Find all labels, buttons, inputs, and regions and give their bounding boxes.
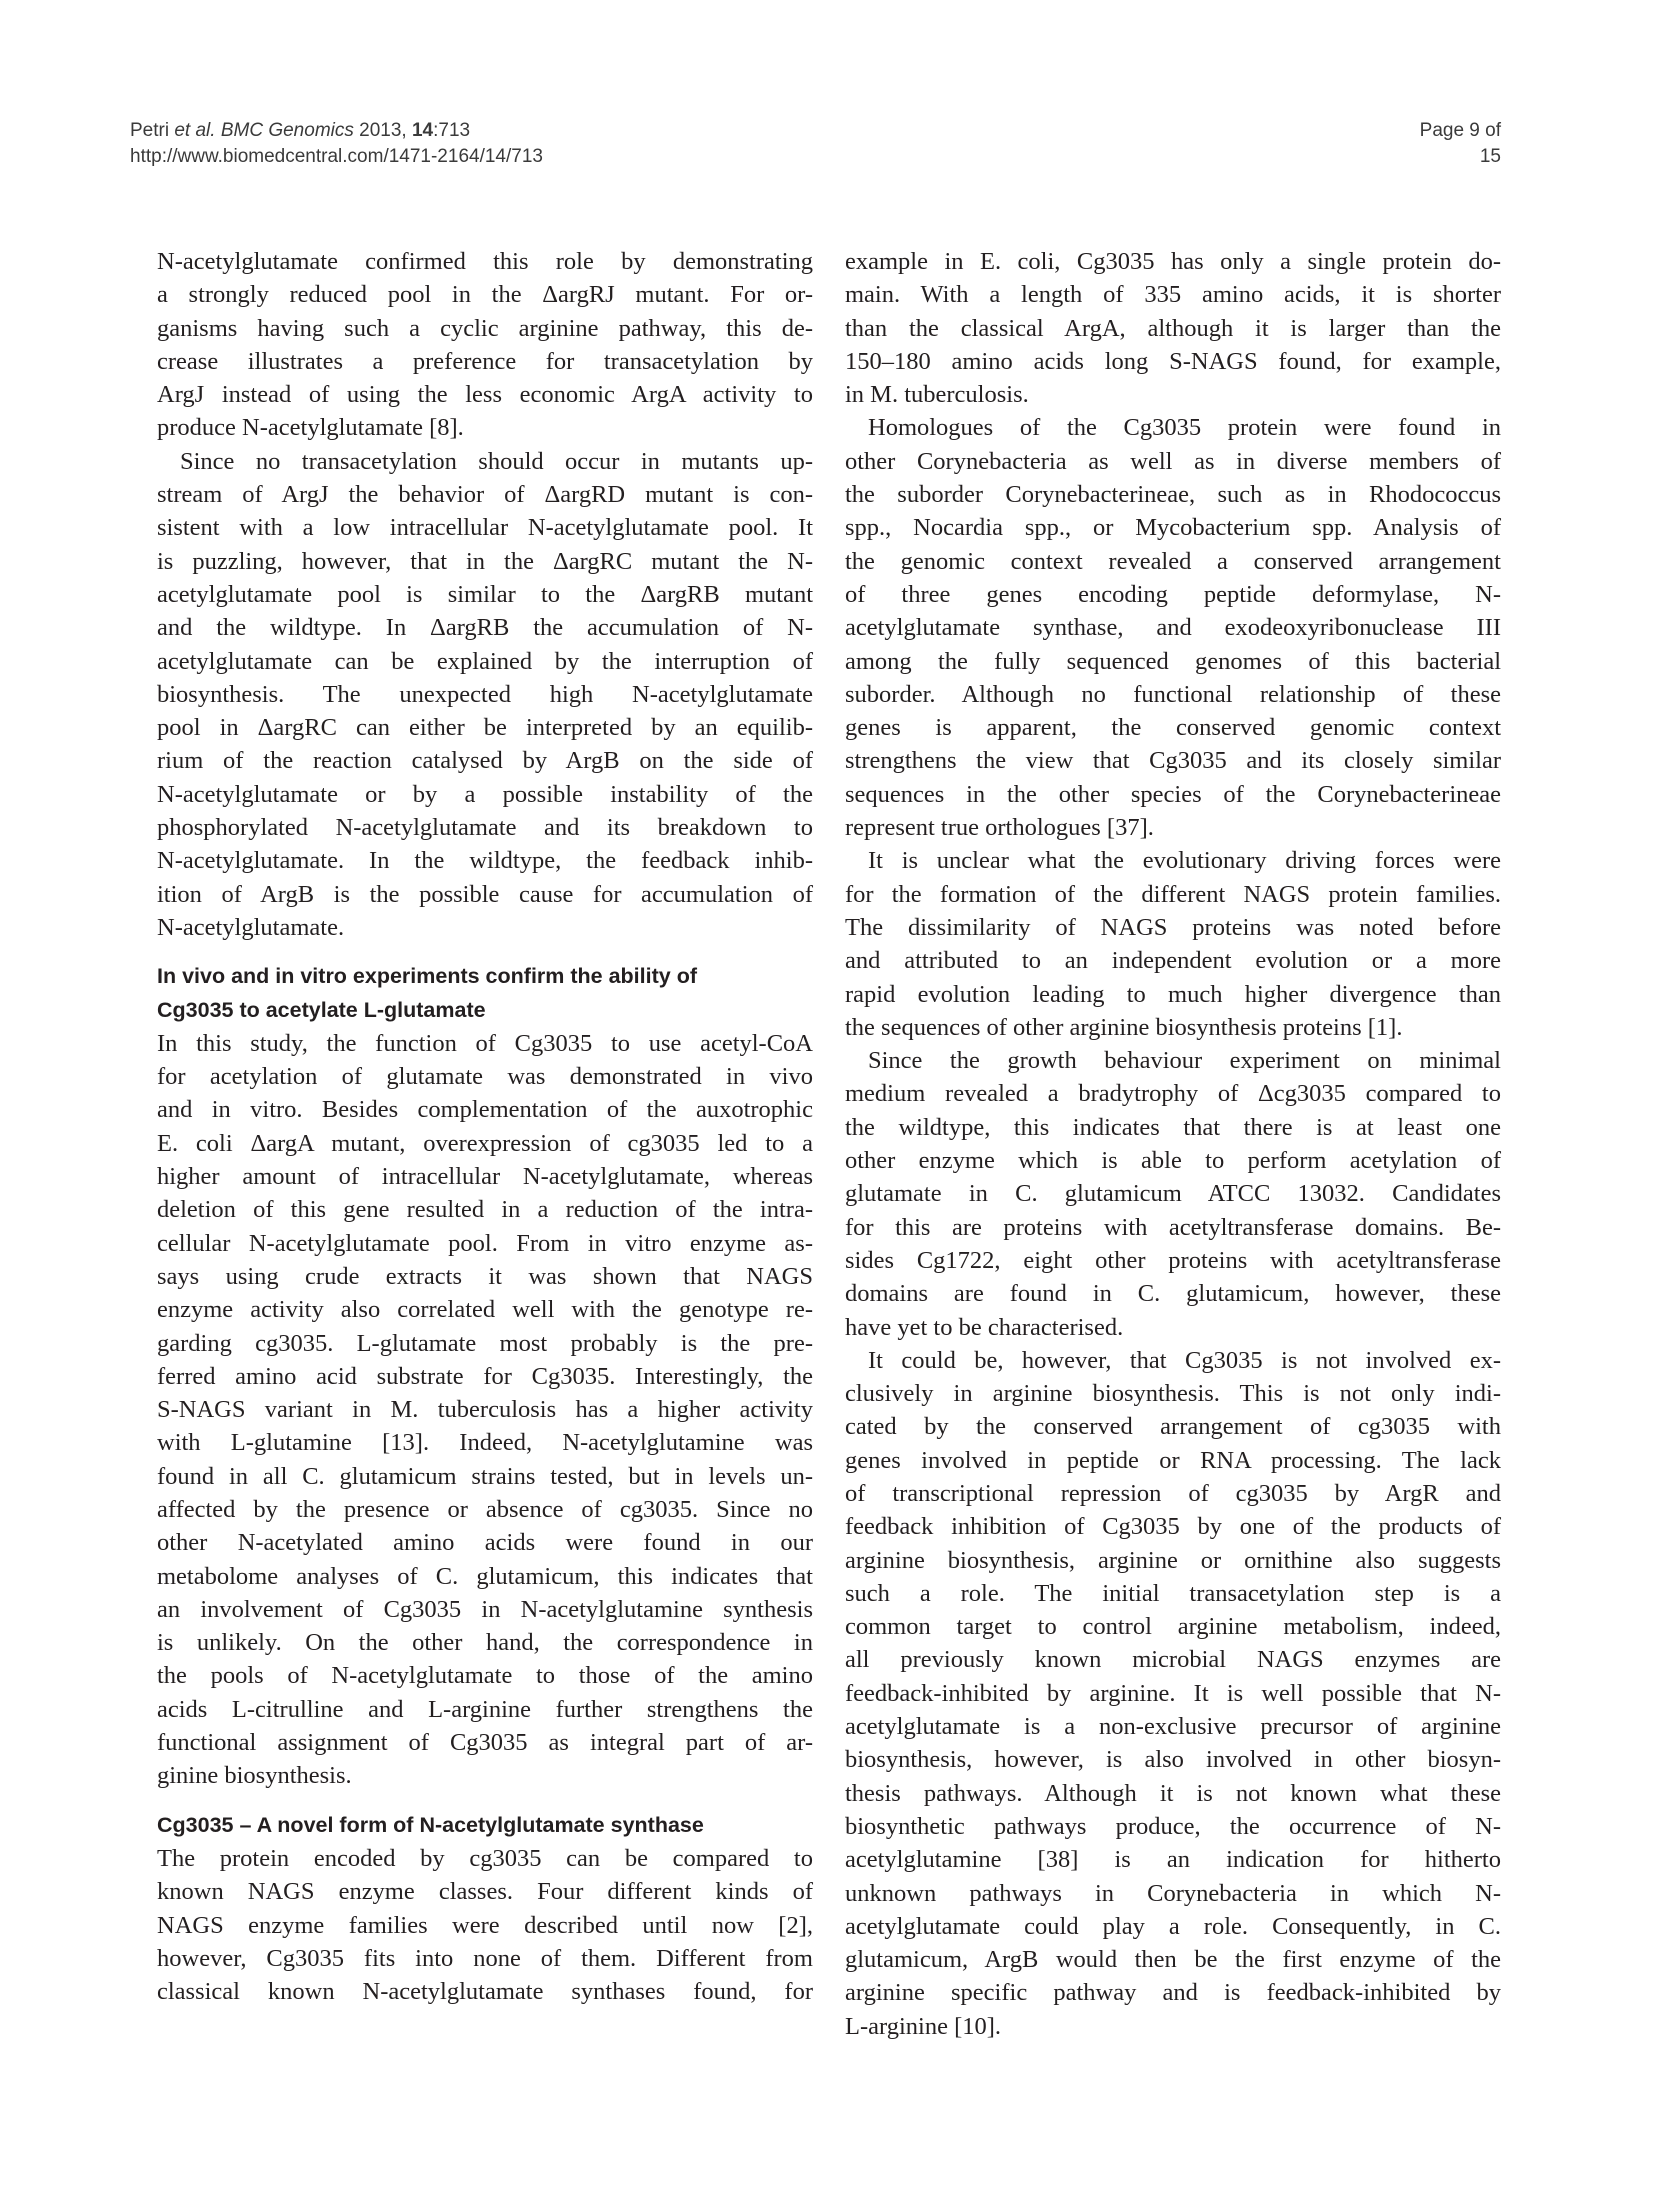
paragraph <box>845 1344 1501 2043</box>
text-line: strengthens the view that Cg3035 and its closely similar <box>845 747 1501 775</box>
text-line: acetylglutamate pool is similar to the ΔargRB mutant <box>157 580 813 608</box>
text-line: acetylglutamate synthase, and exodeoxyribonuclease III <box>845 614 1501 642</box>
text-line: stream of ArgJ the behavior of ΔargRD mutant is con- <box>157 481 813 509</box>
text-line: Since no transacetylation should occur in mutants up- <box>180 447 813 475</box>
paragraph <box>157 1842 813 2008</box>
text-line: of three genes encoding peptide deformylase, N- <box>845 580 1501 608</box>
text-line: example in E. coli, Cg3035 has only a single protein do- <box>845 248 1501 275</box>
text-line: biosynthesis, however, is also involved in other biosyn- <box>845 1746 1501 1774</box>
text-line: deletion of this gene resulted in a reduction of the intra- <box>157 1196 813 1224</box>
text-line: rapid evolution leading to much higher divergence than <box>845 980 1501 1008</box>
left-column <box>157 245 813 2008</box>
text-line: cellular N-acetylglutamate pool. From in vitro enzyme as- <box>157 1229 813 1257</box>
text-line: biosynthesis. The unexpected high N-acetylglutamate <box>157 680 813 708</box>
text-line: cated by the conserved arrangement of cg3035 with <box>845 1413 1501 1441</box>
text-line: thesis pathways. Although it is not known what these <box>845 1779 1501 1807</box>
text-line: common target to control arginine metabolism, indeed, <box>845 1613 1501 1641</box>
text-line: for this are proteins with acetyltransferase domains. Be- <box>845 1213 1501 1241</box>
text-line: arginine biosynthesis, arginine or ornithine also suggests <box>845 1546 1501 1574</box>
text-line: arginine specific pathway and is feedback-inhibited by <box>845 1979 1501 2007</box>
text-line: and the wildtype. In ΔargRB the accumulation of N- <box>157 614 813 642</box>
text-line: acetylglutamate could play a role. Consequently, in C. <box>845 1912 1501 1940</box>
text-line: functional assignment of Cg3035 as integral part of ar- <box>157 1729 813 1757</box>
text-line: 150–180 amino acids long S-NAGS found, for example, <box>845 347 1501 375</box>
text-line: classical known N-acetylglutamate synthases found, for <box>157 1978 813 2006</box>
text-line: the pools of N-acetylglutamate to those of the amino <box>157 1662 813 1690</box>
text-line: an involvement of Cg3035 in N-acetylglutamine synthesis <box>157 1595 813 1623</box>
text-line: feedback inhibition of Cg3035 by one of the products of <box>845 1513 1501 1541</box>
text-line: affected by the presence or absence of cg3035. Since no <box>157 1495 813 1523</box>
text-line: N-acetylglutamate confirmed this role by demonstrating <box>157 248 813 275</box>
text-line: pool in ΔargRC can either be interpreted by an equilib- <box>157 714 813 742</box>
text-line: acetylglutamate is a non-exclusive precursor of arginine <box>845 1713 1501 1741</box>
text-line: acetylglutamine [38] is an indication for hitherto <box>845 1846 1501 1874</box>
text-line: domains are found in C. glutamicum, however, these <box>845 1280 1501 1308</box>
text-line: have yet to be characterised. <box>845 1313 1124 1341</box>
text-line: with L-glutamine [13]. Indeed, N-acetylglutamine was <box>157 1429 813 1457</box>
right-column <box>845 245 1501 2043</box>
text-line: genes is apparent, the conserved genomic context <box>845 714 1501 742</box>
text-line: higher amount of intracellular N-acetylglutamate, whereas <box>157 1163 813 1191</box>
text-line: enzyme activity also correlated well with the genotype re- <box>157 1296 813 1324</box>
text-line: acids L-citrulline and L-arginine further strengthens the <box>157 1695 813 1723</box>
text-line: The dissimilarity of NAGS proteins was noted before <box>845 913 1501 941</box>
citation: Petri et al. BMC Genomics 2013, 14:713 <box>130 120 471 141</box>
paragraph <box>845 844 1501 1044</box>
paragraph <box>157 445 813 944</box>
text-line: glutamicum, ArgB would then be the first enzyme of the <box>845 1946 1501 1974</box>
text-line: N-acetylglutamate or by a possible instability of the <box>157 780 813 808</box>
text-line: among the fully sequenced genomes of this bacterial <box>845 647 1501 675</box>
text-line: In this study, the function of Cg3035 to use acetyl-CoA <box>157 1029 813 1057</box>
text-line: for acetylation of glutamate was demonstrated in vivo <box>157 1063 813 1091</box>
section-heading: Cg3035 – A novel form of N-acetylglutamate synthase <box>157 1812 704 1837</box>
text-line: ArgJ instead of using the less economic ArgA activity to <box>157 381 813 409</box>
text-line: spp., Nocardia spp., or Mycobacterium spp. Analysis of <box>845 514 1501 542</box>
text-line: main. With a length of 335 amino acids, it is shorter <box>845 281 1501 309</box>
article-url[interactable]: http://www.biomedcentral.com/1471-2164/14/713 <box>130 146 543 167</box>
text-line: unknown pathways in Corynebacteria in which N- <box>845 1879 1501 1907</box>
paragraph <box>845 245 1501 411</box>
paragraph <box>845 411 1501 844</box>
text-line: rium of the reaction catalysed by ArgB on the side of <box>157 747 813 775</box>
text-line: in M. tuberculosis. <box>845 381 1029 409</box>
text-line: genes involved in peptide or RNA processing. The lack <box>845 1446 1501 1474</box>
text-line: ferred amino acid substrate for Cg3035. Interestingly, the <box>157 1362 813 1390</box>
text-line: ganisms having such a cyclic arginine pathway, this de- <box>157 314 813 342</box>
text-line: sequences in the other species of the Corynebacterineae <box>845 780 1501 808</box>
text-line: acetylglutamate can be explained by the interruption of <box>157 647 813 675</box>
text-line: phosphorylated N-acetylglutamate and its breakdown to <box>157 814 813 842</box>
text-line: for the formation of the different NAGS protein families. <box>845 880 1501 908</box>
paragraph <box>845 1044 1501 1344</box>
text-line: the genomic context revealed a conserved arrangement <box>845 547 1501 575</box>
text-line: N-acetylglutamate. In the wildtype, the feedback inhib- <box>157 847 813 875</box>
text-line: known NAGS enzyme classes. Four different kinds of <box>157 1878 813 1906</box>
text-line: sides Cg1722, eight other proteins with acetyltransferase <box>845 1246 1501 1274</box>
text-line: found in all C. glutamicum strains tested, but in levels un- <box>157 1462 813 1490</box>
heading-line: In vivo and in vitro experiments confirm the ability of <box>157 964 697 989</box>
text-line: of transcriptional repression of cg3035 by ArgR and <box>845 1479 1501 1507</box>
text-line: says using crude extracts it was shown that NAGS <box>157 1262 813 1290</box>
text-line: crease illustrates a preference for transacetylation by <box>157 347 813 375</box>
text-line: Homologues of the Cg3035 protein were found in <box>868 414 1501 442</box>
text-line: The protein encoded by cg3035 can be compared to <box>157 1844 813 1872</box>
text-line: metabolome analyses of C. glutamicum, this indicates that <box>157 1562 813 1590</box>
paragraph <box>157 245 813 445</box>
text-line: suborder. Although no functional relationship of these <box>845 680 1501 708</box>
text-line: E. coli ΔargA mutant, overexpression of cg3035 led to a <box>157 1129 813 1157</box>
text-line: It could be, however, that Cg3035 is not involved ex- <box>868 1346 1501 1374</box>
text-line: feedback-inhibited by arginine. It is well possible that N- <box>845 1679 1501 1707</box>
text-line: It is unclear what the evolutionary driving forces were <box>868 847 1501 875</box>
text-line: a strongly reduced pool in the ΔargRJ mutant. For or- <box>157 281 813 309</box>
text-line: Since the growth behaviour experiment on minimal <box>868 1047 1501 1075</box>
text-line: all previously known microbial NAGS enzymes are <box>845 1646 1501 1674</box>
heading-line: Cg3035 to acetylate L-glutamate <box>157 997 486 1022</box>
text-line: medium revealed a bradytrophy of Δcg3035 compared to <box>845 1080 1501 1108</box>
text-line: garding cg3035. L-glutamate most probably is the pre- <box>157 1329 813 1357</box>
text-line: is puzzling, however, that in the ΔargRC mutant the N- <box>157 547 813 575</box>
text-line: the suborder Corynebacterineae, such as in Rhodococcus <box>845 481 1501 509</box>
running-header <box>130 118 543 170</box>
text-line: clusively in arginine biosynthesis. This is not only indi- <box>845 1380 1501 1408</box>
text-line: sistent with a low intracellular N-acetylglutamate pool. It <box>157 514 813 542</box>
text-line: L-arginine [10]. <box>845 2012 1002 2040</box>
text-line: other N-acetylated amino acids were found in our <box>157 1529 813 1557</box>
text-line: ition of ArgB is the possible cause for accumulation of <box>157 880 813 908</box>
text-line: than the classical ArgA, although it is larger than the <box>845 314 1501 342</box>
text-line: S-NAGS variant in M. tuberculosis has a higher activity <box>157 1396 813 1424</box>
text-line: NAGS enzyme families were described until now [2], <box>157 1911 813 1939</box>
text-line: however, Cg3035 fits into none of them. Different from <box>157 1944 813 1972</box>
page-number: Page 9 of 15 <box>1419 120 1501 167</box>
text-line: ginine biosynthesis. <box>157 1762 352 1790</box>
text-line: produce N-acetylglutamate [8]. <box>157 414 464 442</box>
text-line: and attributed to an independent evolution or a more <box>845 947 1501 975</box>
text-line: biosynthetic pathways produce, the occurrence of N- <box>845 1812 1501 1840</box>
section-heading <box>157 960 813 1027</box>
text-line: other Corynebacteria as well as in diverse members of <box>845 447 1501 475</box>
text-line: other enzyme which is able to perform acetylation of <box>845 1147 1501 1175</box>
paragraph <box>157 1027 813 1793</box>
text-line: the wildtype, this indicates that there is at least one <box>845 1113 1501 1141</box>
text-line: the sequences of other arginine biosynthesis proteins [1]. <box>845 1013 1403 1041</box>
text-line: and in vitro. Besides complementation of the auxotrophic <box>157 1096 813 1124</box>
text-line: such a role. The initial transacetylation step is a <box>845 1579 1501 1607</box>
text-line: is unlikely. On the other hand, the correspondence in <box>157 1629 813 1657</box>
text-line: represent true orthologues [37]. <box>845 814 1154 842</box>
text-line: N-acetylglutamate. <box>157 913 345 941</box>
text-line: glutamate in C. glutamicum ATCC 13032. Candidates <box>845 1180 1501 1208</box>
